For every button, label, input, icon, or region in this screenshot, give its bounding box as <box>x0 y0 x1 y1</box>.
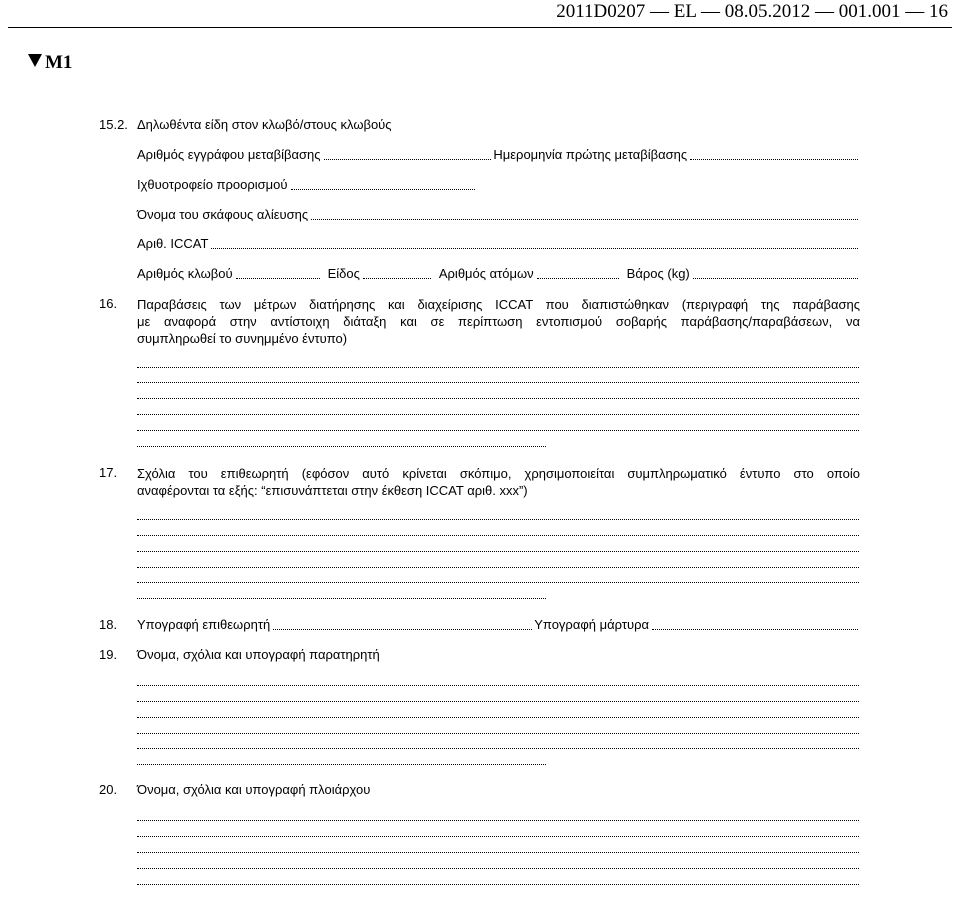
section-19-title: Όνομα, σχόλια και υπογραφή παρατηρητή <box>137 647 380 662</box>
vessel-name-row <box>137 207 860 223</box>
section-17-line: Σχόλια του επιθεωρητή (εφόσον αυτό κρίνεται σκόπιμο, χρησιμοποιείται συμπληρωματικό έντυπο στο οποίο <box>137 466 860 481</box>
section-15-2-number: 15.2. <box>99 117 128 132</box>
iccat-number-label: Αριθ. ICCAT <box>137 236 209 251</box>
header-rule <box>8 27 952 28</box>
inspector-signature-field[interactable] <box>273 618 532 630</box>
vessel-name-label: Όνομα του σκάφους αλίευσης <box>137 207 309 222</box>
species-field[interactable] <box>363 267 431 279</box>
iccat-number-field[interactable] <box>211 237 858 249</box>
section-17-answer-line[interactable] <box>137 535 859 536</box>
section-20-answer-line[interactable] <box>137 868 859 869</box>
section-17-answer-line[interactable] <box>137 582 859 583</box>
section-17-line: αναφέρονται τα εξής: “επισυνάπτεται στην έκθεση ICCAT αριθ. xxx”) <box>137 483 528 498</box>
section-16-line: Παραβάσεις των μέτρων διατήρησης και διαχείρισης ICCAT που διαπιστώθηκαν (περιγραφή της παράβασης <box>137 297 860 312</box>
signatures-row <box>137 617 860 633</box>
inspector-signature-label: Υπογραφή επιθεωρητή <box>137 617 271 632</box>
weight-label: Βάρος (kg) <box>626 266 690 281</box>
farm-field[interactable] <box>291 178 476 190</box>
section-20-answer-line[interactable] <box>137 820 859 821</box>
section-17-answer-line[interactable] <box>137 519 859 520</box>
transfer-doc-row <box>137 147 860 163</box>
section-19-answer-line[interactable] <box>137 717 859 718</box>
section-16-answer-line[interactable] <box>137 446 546 447</box>
section-16-answer-line[interactable] <box>137 414 859 415</box>
triangle-down-icon <box>28 54 42 67</box>
section-18-number: 18. <box>99 617 118 632</box>
section-20-answer-line[interactable] <box>137 836 859 837</box>
section-20-answer-line[interactable] <box>137 852 859 853</box>
amendment-marker-label: M1 <box>45 52 73 73</box>
section-20-answer-line[interactable] <box>137 884 859 885</box>
section-16-answer-line[interactable] <box>137 430 859 431</box>
document-header: 2011D0207 — EL — 08.05.2012 — 001.001 — 16 <box>556 1 948 22</box>
section-19-answer-line[interactable] <box>137 764 546 765</box>
cage-details-row <box>137 266 860 282</box>
iccat-number-row <box>137 236 860 252</box>
section-17-answer-line[interactable] <box>137 567 859 568</box>
farm-row <box>137 177 477 193</box>
section-16-number: 16. <box>99 296 118 311</box>
witness-signature-field[interactable] <box>652 618 858 630</box>
weight-field[interactable] <box>693 267 858 279</box>
section-19-number: 19. <box>99 647 118 662</box>
witness-signature-label: Υπογραφή μάρτυρα <box>534 617 649 632</box>
section-17-number: 17. <box>99 465 118 480</box>
section-15-2-title: Δηλωθέντα είδη στον κλωβό/στους κλωβούς <box>137 117 392 132</box>
section-16-answer-line[interactable] <box>137 382 859 383</box>
amendment-marker <box>28 51 72 75</box>
cage-number-field[interactable] <box>236 267 320 279</box>
section-16-text <box>137 296 860 347</box>
section-17-answer-line[interactable] <box>137 598 546 599</box>
vessel-name-field[interactable] <box>311 208 858 220</box>
first-transfer-date-label: Ημερομηνία πρώτης μεταβίβασης <box>493 147 688 162</box>
individuals-field[interactable] <box>537 267 619 279</box>
section-16-answer-line[interactable] <box>137 398 859 399</box>
section-17-text <box>137 465 860 499</box>
section-19-answer-line[interactable] <box>137 748 859 749</box>
section-16-line: με αναφορά στην αντίστοιχη διάταξη και σε περίπτωση εντοπισμού σοβαρής παράβασης/παραβάσεων, να <box>137 314 860 329</box>
section-19-answer-line[interactable] <box>137 701 859 702</box>
section-17-answer-line[interactable] <box>137 551 859 552</box>
transfer-doc-field[interactable] <box>324 148 492 160</box>
transfer-doc-label: Αριθμός εγγράφου μεταβίβασης <box>137 147 321 162</box>
first-transfer-date-field[interactable] <box>690 148 858 160</box>
section-20-title: Όνομα, σχόλια και υπογραφή πλοιάρχου <box>137 782 371 797</box>
section-16-answer-line[interactable] <box>137 367 859 368</box>
section-16-line: συμπληρωθεί το συνημμένο έντυπο) <box>137 331 348 346</box>
section-19-answer-line[interactable] <box>137 733 859 734</box>
section-20-number: 20. <box>99 782 118 797</box>
section-19-answer-line[interactable] <box>137 685 859 686</box>
species-label: Είδος <box>327 266 360 281</box>
farm-label: Ιχθυοτροφείο προορισμού <box>137 177 288 192</box>
cage-number-label: Αριθμός κλωβού <box>137 266 233 281</box>
individuals-label: Αριθμός ατόμων <box>438 266 534 281</box>
